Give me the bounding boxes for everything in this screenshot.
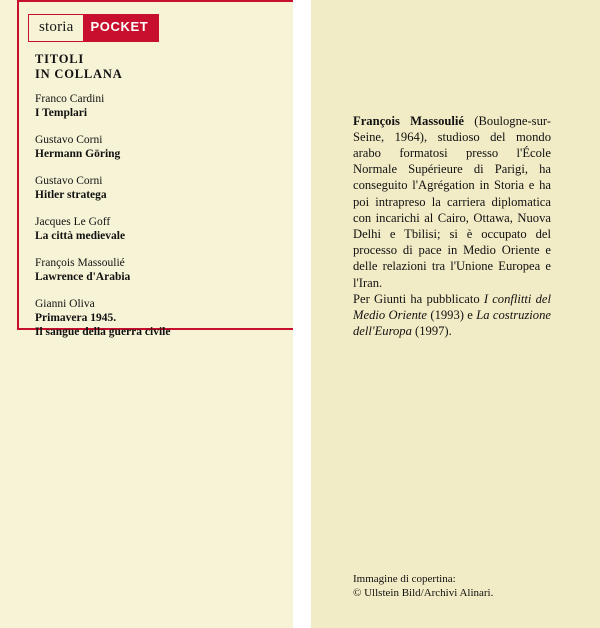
red-rule-vertical bbox=[17, 0, 19, 330]
cover-image-credit bbox=[353, 572, 573, 600]
panel-gutter bbox=[293, 0, 311, 628]
title-author: François Massoulié bbox=[35, 257, 125, 269]
cover-image-credit-line1: Immagine di copertina: bbox=[353, 573, 456, 585]
author-bio-name: François Massoulié bbox=[353, 113, 465, 128]
author-bio-italic1: I conflitti del Medio Oriente bbox=[353, 291, 551, 323]
author-bio-part4: (1997). bbox=[411, 324, 452, 339]
list-item bbox=[35, 133, 265, 161]
collection-heading-line1: TITOLI bbox=[35, 52, 85, 66]
author-bio-part3: (1993) e bbox=[427, 308, 477, 323]
cover-image-credit-line2: © Ullstein Bild/Archivi Alinari. bbox=[353, 587, 494, 599]
author-bio bbox=[353, 113, 551, 340]
author-bio-part2: Per Giunti ha pubblicato bbox=[353, 291, 484, 306]
title-author: Franco Cardini bbox=[35, 93, 105, 105]
series-logo bbox=[28, 14, 159, 42]
author-bio-part1: (Boulogne-sur-Seine, 1964), studioso del mondo arabo formatosi presso l'École Normale Supérieure di Parigi, ha conseguito l'Agrégation in Storia e ha poi intrapreso la carriera diplomatica con incarichi al Cairo, Ottawa, Nuova Delhi e Tbilisi; si è occupato del processo di pace in Medio Oriente e delle relazioni tra l'Unione Europea e l'Iran. bbox=[353, 113, 551, 290]
title-name: Lawrence d'Arabia bbox=[35, 271, 131, 283]
title-name: I Templari bbox=[35, 107, 88, 119]
title-author: Gustavo Corni bbox=[35, 175, 103, 187]
list-item bbox=[35, 215, 265, 243]
title-author: Gianni Oliva bbox=[35, 298, 95, 310]
flap-panel bbox=[311, 0, 600, 628]
title-name: La città medievale bbox=[35, 230, 126, 242]
author-bio-italic2: La costruzione dell'Europa bbox=[353, 308, 551, 339]
list-item bbox=[35, 297, 265, 339]
collection-heading-line2: IN COLLANA bbox=[35, 67, 123, 81]
list-item bbox=[35, 174, 265, 202]
series-logo-storia: storia bbox=[29, 15, 83, 41]
title-name: Primavera 1945. bbox=[35, 312, 117, 324]
list-item bbox=[35, 256, 265, 284]
titles-list bbox=[35, 92, 265, 352]
collection-heading bbox=[35, 52, 123, 82]
title-name: Hitler stratega bbox=[35, 189, 107, 201]
title-name: Hermann Göring bbox=[35, 148, 121, 160]
red-rule-top bbox=[17, 0, 293, 2]
title-author: Jacques Le Goff bbox=[35, 216, 111, 228]
list-item bbox=[35, 92, 265, 120]
title-subtitle: Il sangue della guerra civile bbox=[35, 326, 171, 338]
title-author: Gustavo Corni bbox=[35, 134, 103, 146]
back-cover-panel bbox=[0, 0, 293, 628]
series-logo-pocket: POCKET bbox=[83, 15, 159, 41]
